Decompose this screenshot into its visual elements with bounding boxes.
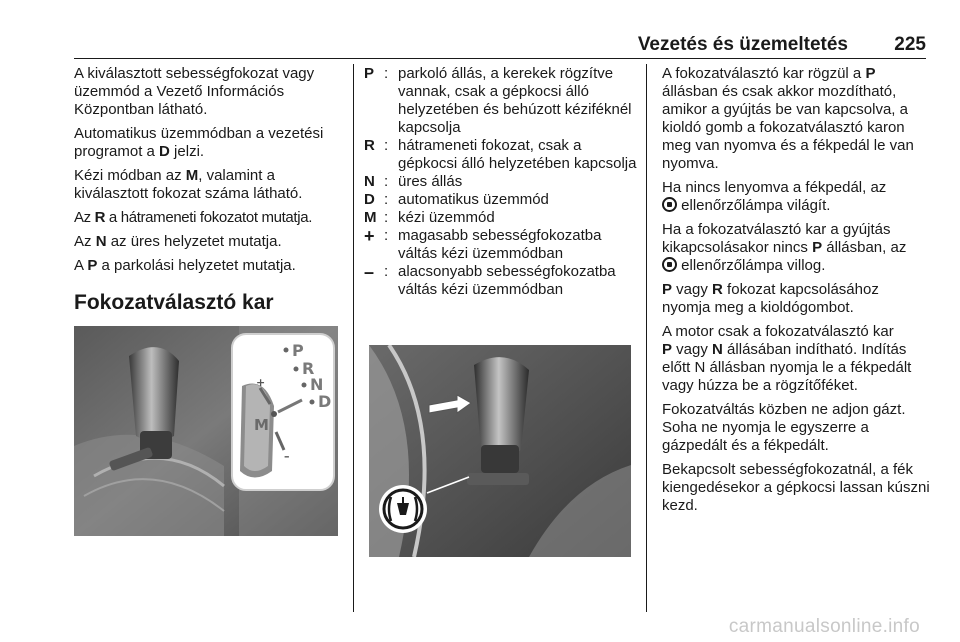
paragraph-c3-3: Ha a fokozatválasztó kar a gyújtás kikapcsolásakor nincs P állásban, az ellenőrzőlámpa villog. xyxy=(662,221,907,274)
definition-row-plus: + : magasabb sebességfokozatba váltás kézi üzemmódban xyxy=(364,226,602,262)
paragraph-c3-1: A fokozatválasztó kar rögzül a P állásban és csak akkor mozdítható, amikor a gyújtás be van kapcsolva, a kioldó gomb a fokozatválasztó karon meg van nyomva és a fékpedál le van nyomva. xyxy=(662,65,914,172)
paragraph-2: Automatikus üzemmódban a vezetési programot a D jelzi. xyxy=(74,125,324,160)
paragraph-4: Az R a hátrameneti fokozatot mutatja. xyxy=(74,209,313,226)
paragraph-1: A kiválasztott sebességfokozat vagy üzemmód a Vezető Információs Központban látható. xyxy=(74,65,315,118)
paragraph-5: Az N az üres helyzetet mutatja. xyxy=(74,233,282,250)
header-rule xyxy=(74,58,926,59)
brake-pedal-warning-icon xyxy=(662,257,677,272)
column-2-definitions xyxy=(364,65,642,299)
paragraph-c3-4: P vagy R fokozat kapcsolásához nyomja meg a kioldógombot. xyxy=(662,281,879,316)
paragraph-c3-6: Fokozatváltás közben ne adjon gázt. Soha ne nyomja le egyszerre a gázpedált és a fékpedált. xyxy=(662,401,906,454)
column-divider-2 xyxy=(646,64,647,612)
paragraph-c3-5: A motor csak a fokozatválasztó kar P vagy N állásában indítható. Indítás előtt N állásban nyomja le a fékpedált vagy húzza be a rögzítőféket. xyxy=(662,323,912,394)
label-p: P xyxy=(292,341,304,360)
definition-row-p: P : parkoló állás, a kerekek rögzítve vannak, csak a gépkocsi álló helyzetében és behúzott kéziféknél kapcsolja xyxy=(364,65,632,136)
definition-row-n: N : üres állás xyxy=(364,173,463,190)
brake-pedal-warning-icon xyxy=(662,197,677,212)
column-1 xyxy=(74,65,346,325)
paragraph-3: Kézi módban az M, valamint a kiválasztott fokozat száma látható. xyxy=(74,167,303,202)
label-m: M xyxy=(254,416,269,434)
brake-warning-illustration xyxy=(369,345,631,557)
page-number: 225 xyxy=(894,34,926,55)
column-divider-1 xyxy=(353,64,354,612)
paragraph-c3-2: Ha nincs lenyomva a fékpedál, az ellenőrzőlámpa világít. xyxy=(662,179,887,214)
definition-row-d: D : automatikus üzemmód xyxy=(364,191,549,208)
paragraph-c3-7: Bekapcsolt sebességfokozatnál, a fék kiengedésekor a gépkocsi lassan kúszni kezd. xyxy=(662,461,930,514)
watermark: carmanualsonline.info xyxy=(728,616,920,637)
page-header xyxy=(74,34,930,58)
svg-text:–: – xyxy=(284,450,290,463)
label-r: R xyxy=(302,359,315,378)
gear-selector-figure xyxy=(74,326,338,536)
gear-selector-illustration xyxy=(74,326,338,536)
brake-warning-figure xyxy=(369,345,631,557)
definition-row-m: M : kézi üzemmód xyxy=(364,209,495,226)
definition-row-r: R : hátrameneti fokozat, csak a gépkocsi álló helyzetében kapcsolja xyxy=(364,137,637,172)
definition-row-minus: – : alacsonyabb sebességfokozatba váltás kézi üzemmódban xyxy=(364,262,616,298)
running-title: Vezetés és üzemeltetés xyxy=(637,34,848,55)
column-3 xyxy=(662,65,930,521)
label-n: N xyxy=(310,375,324,394)
section-heading: Fokozatválasztó kar xyxy=(74,291,274,314)
svg-text:+: + xyxy=(256,376,266,389)
paragraph-6: A P a parkolási helyzetet mutatja. xyxy=(74,257,296,274)
label-d: D xyxy=(318,392,332,411)
